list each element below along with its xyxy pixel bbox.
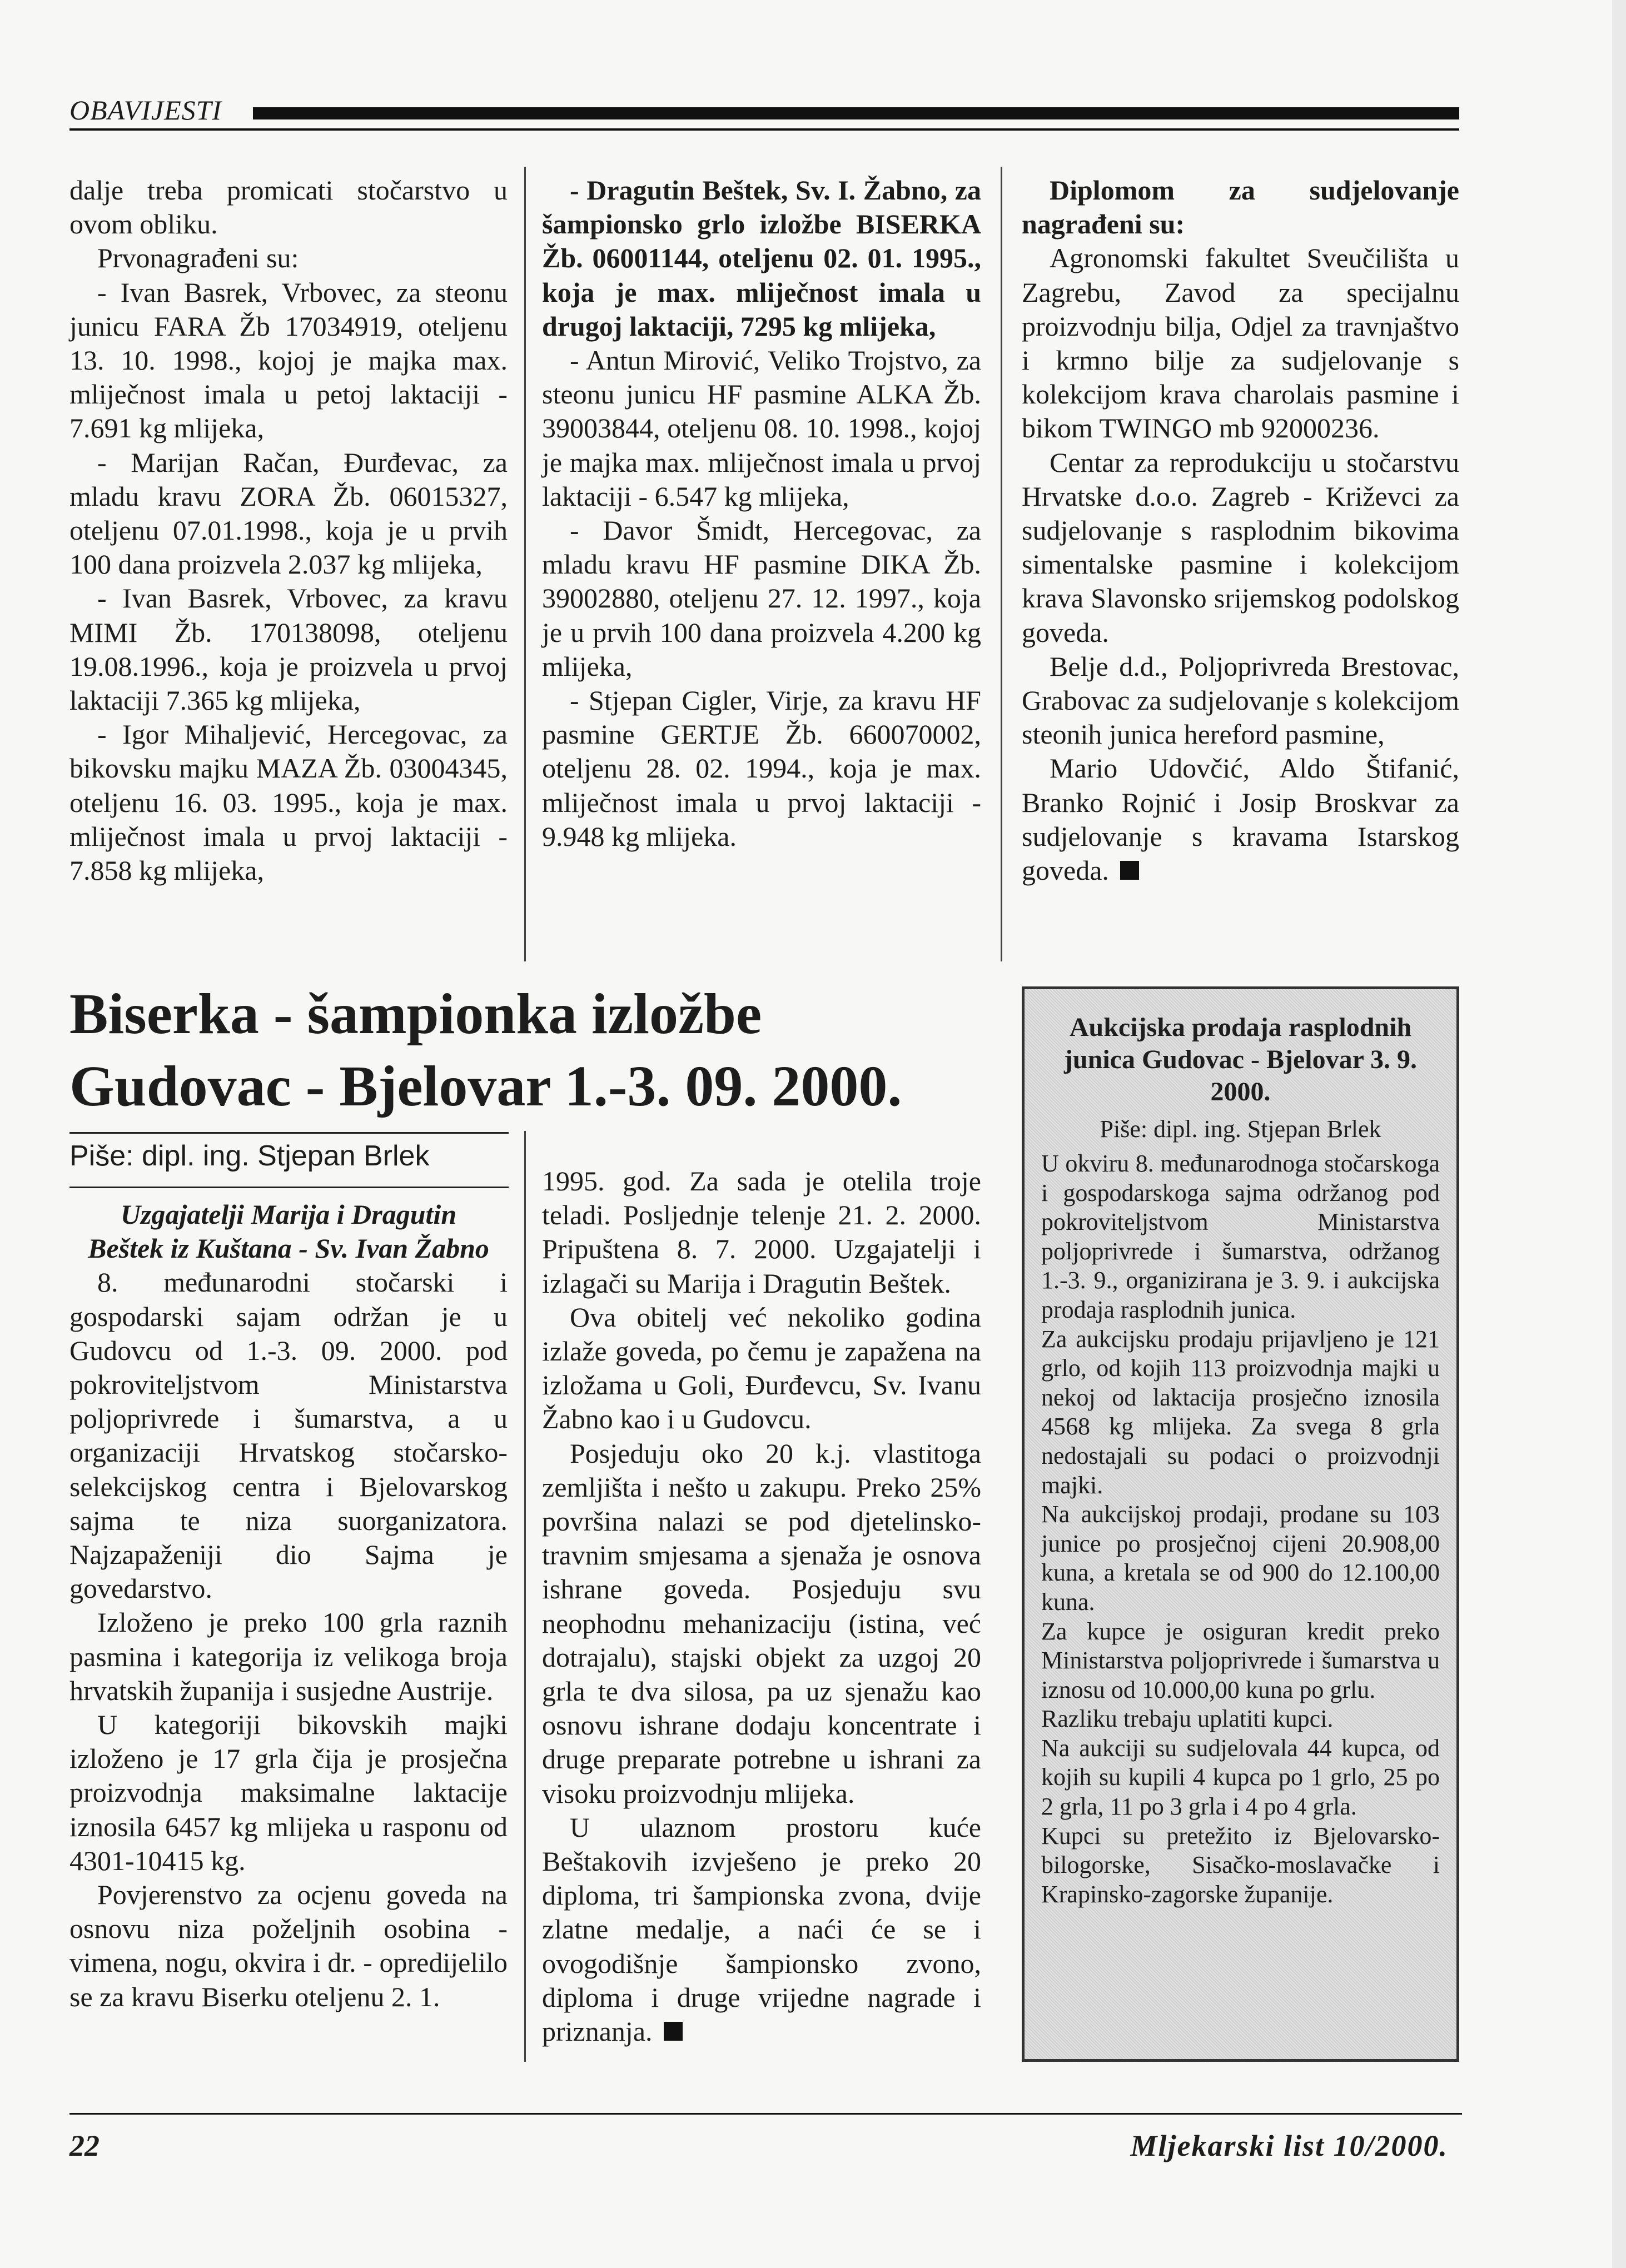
paragraph: Centar za reprodukciju u stočarstvu Hrvatske d.o.o. Zagreb - Križevci za sudjelovanje s rasplodnim bikovima simentalske pasmine i kolekcijom krava Slavonsko srijemskog podolskog goveda. [1022, 446, 1459, 648]
box-body [1041, 1149, 1440, 1909]
article-subhead-line-1: Uzgajatelji Marija i Dragutin [120, 1199, 457, 1230]
paragraph: - Antun Mirović, Veliko Trojstvo, za steonu junicu HF pasmine ALKA Žb. 39003844, oteljenu 08. 10. 1998., kojoj je majka max. mliječnost imala u prvoj laktaciji - 6.547 kg mlijeka, [542, 345, 981, 512]
byline-rule-bottom [69, 1187, 509, 1188]
paragraph: Izloženo je preko 100 grla raznih pasmina i kategorija iz velikoga broja hrvatskih županija i susjedne Austrije. [69, 1607, 508, 1706]
footer-rule [69, 2113, 1462, 2115]
header-rule [253, 107, 1459, 119]
paragraph: U ulaznom prostoru kuće Beštakovih izvješeno je preko 20 diploma, tri šampionska zvona, dvije zlatne medalje, a naći će se i ovogodišnje šampionsko zvono, diploma i druge vrijedne nagrade i priznanja. [542, 1811, 981, 2047]
paragraph: Prvonagrađeni su: [97, 242, 299, 274]
paragraph: Za aukcijsku prodaju prijavljeno je 121 grlo, od kojih 113 proizvodnja majki u nekoj od laktacija prosječno iznosila 4568 kg mlijeka. Za svega 8 grla nedostajali su podaci o proizvodnji majki. [1041, 1325, 1440, 1499]
page-number: 22 [69, 2129, 100, 2162]
top-column-1 [69, 173, 508, 888]
paragraph: - Stjepan Cigler, Virje, za kravu HF pasmine GERTJE Žb. 660070002, oteljenu 28. 02. 1994., koja je max. mliječnost imala u prvoj laktaciji - 9.948 kg mlijeka. [542, 685, 981, 852]
end-mark [1120, 861, 1139, 880]
paragraph: - Igor Mihaljević, Hercegovac, za bikovsku majku MAZA Žb. 03004345, oteljenu 16. 03. 1995., koja je max. mliječnost imala u prvoj laktaciji - 7.858 kg mlijeka, [69, 719, 508, 886]
paragraph: Posjeduju oko 20 k.j. vlastitoga zemljišta i nešto u zakupu. Preko 25% površina nalazi se pod djetelinsko-travnim smjesama a sjenaža je osnova ishrane goveda. Posjeduju svu neophodnu mehanizaciju (istina, već dotrajalu), stajski objekt za uzgoj 20 grla te dva silosa, pa uz sjenažu kao osnovu ishrane dodaju koncentrate i druge preparate potrebne u ishrani za visoku proizvodnju mlijeka. [542, 1437, 981, 1809]
header-thin-rule [69, 128, 1459, 131]
article-column-2 [542, 1164, 981, 2048]
paragraph: - Marijan Račan, Đurđevac, za mladu kravu ZORA Žb. 06015327, oteljenu 07.01.1998., koja je u prvih 100 dana proizvela 2.037 kg mlijeka, [69, 446, 508, 580]
paragraph: U okviru 8. međunarodnoga stočarskoga i gospodarskoga sajma održanog pod pokroviteljstvom Ministarstva poljoprivrede i šumarstva, održanog 1.-3. 9., organizirana je 3. 9. i aukcijska prodaja rasplodnih junica. [1041, 1150, 1440, 1323]
page-header [69, 92, 1459, 131]
paragraph: Agronomski fakultet Sveučilišta u Zagrebu, Zavod za specijalnu proizvodnju bilja, Odjel za travnjaštvo i krmno bilje za sudjelovanje s kolekcijom krava charolais pasmine i bikom TWINGO mb 92000236. [1022, 242, 1459, 444]
paragraph: - Ivan Basrek, Vrbovec, za kravu MIMI Žb. 170138098, oteljenu 19.08.1996., koja je proizvela u prvoj laktaciji 7.365 kg mlijeka, [69, 582, 508, 716]
column-divider [524, 1131, 526, 2062]
paragraph: Razliku trebaju uplatiti kupci. [1041, 1705, 1334, 1733]
paragraph: Mario Udovčić, Aldo Štifanić, Branko Rojnić i Josip Broskvar za sudjelovanje s kravama Istarskog goveda. [1022, 752, 1459, 886]
box-byline: Piše: dipl. ing. Stjepan Brlek [1100, 1115, 1381, 1143]
paragraph: Kupci su pretežito iz Bjelovarsko-bilogorske, Sisačko-moslavačke i Krapinsko-zagorske županije. [1041, 1822, 1440, 1908]
paragraph: 1995. god. Za sada je otelila troje teladi. Posljednje telenje 21. 2. 2000. Pripuštena 8. 7. 2000. Uzgajatelji i izlagači su Marija i Dragutin Beštek. [542, 1165, 981, 1299]
paragraph: Povjerenstvo za ocjenu goveda na osnovu niza poželjnih osobina - vimena, nogu, okvira i dr. - opredijelilo se za kravu Biserku oteljenu 2. 1. [69, 1879, 508, 2012]
article-subhead-line-2: Beštek iz Kuštana - Sv. Ivan Žabno [88, 1233, 489, 1264]
column-divider [1001, 167, 1002, 961]
paragraph: Ova obitelj već nekoliko godina izlaže goveda, po čemu je zapažena na izložama u Goli, Đurđevcu, Sv. Ivanu Žabno kao i u Gudovcu. [542, 1301, 981, 1435]
paragraph: - Davor Šmidt, Hercegovac, za mladu kravu HF pasmine DIKA Žb. 39002880, oteljenu 27. 12. 1997., koja je u prvih 100 dana proizvela 4.200 kg mlijeka, [542, 515, 981, 682]
paragraph: 8. međunarodni stočarski i gospodarski sajam održan je u Gudovcu od 1.-3. 09. 2000. pod pokroviteljstvom Ministarstva poljoprivrede i šumarstva, a u organizaciji Hrvatskog stočarsko-selekcijskog centra i Bjelovarskog sajma te niza suorganizatora. Najzapaženiji dio Sajma je govedarstvo. [69, 1267, 508, 1604]
journal-title: Mljekarski list 10/2000. [1130, 2129, 1448, 2162]
auction-sidebar-box [1022, 986, 1459, 2062]
paragraph: Na aukcijskoj prodaji, prodane su 103 junice po prosječnoj cijeni 20.908,00 kuna, a kretala se od 900 do 12.100,00 kuna. [1041, 1501, 1440, 1616]
end-mark [664, 2022, 683, 2041]
section-label: OBAVIJESTI [69, 94, 222, 126]
column-heading: Diplomom za sudjelovanje nagrađeni su: [1022, 175, 1459, 240]
article-headline: Biserka - šampionka izložbe Gudovac - Bjelovar 1.-3. 09. 2000. [69, 982, 902, 1118]
paragraph: dalje treba promicati stočarstvo u ovom obliku. [69, 175, 508, 240]
paragraph: - Dragutin Beštek, Sv. I. Žabno, za šampionsko grlo izložbe BISERKA Žb. 06001144, oteljenu 02. 01. 1995., koja je max. mliječnost imala u drugoj laktaciji, 7295 kg mlijeka, [542, 175, 981, 342]
article-byline: Piše: dipl. ing. Stjepan Brlek [69, 1140, 430, 1172]
byline-rule-top [69, 1132, 509, 1134]
paragraph: Belje d.d., Poljoprivreda Brestovac, Grabovac za sudjelovanje s kolekcijom steonih junica hereford pasmine, [1022, 650, 1459, 750]
paragraph: Za kupce je osiguran kredit preko Ministarstva poljoprivrede i šumarstva u iznosu od 10.000,00 kuna po grlu. [1041, 1617, 1440, 1703]
top-column-3 [1022, 173, 1459, 888]
box-title: Aukcijska prodaja rasplodnih junica Gudovac - Bjelovar 3. 9. 2000. [1063, 1013, 1418, 1106]
article-column-1 [69, 1198, 508, 2014]
paragraph: Na aukciji su sudjelovala 44 kupca, od kojih su kupili 4 kupca po 1 grlo, 25 po 2 grla, 11 po 3 grla i 4 po 4 grla. [1041, 1734, 1440, 1821]
paragraph: - Ivan Basrek, Vrbovec, za steonu junicu FARA Žb 17034919, oteljenu 13. 10. 1998., kojoj je majka max. mliječnost imala u petoj laktaciji - 7.691 kg mlijeka, [69, 276, 508, 444]
column-divider [524, 167, 526, 961]
top-column-2 [542, 173, 981, 854]
paragraph: U kategoriji bikovskih majki izloženo je 17 grla čija je prosječna proizvodnja maksimalne laktacije iznosila 6457 kg mlijeka u rasponu od 4301-10415 kg. [69, 1709, 508, 1876]
